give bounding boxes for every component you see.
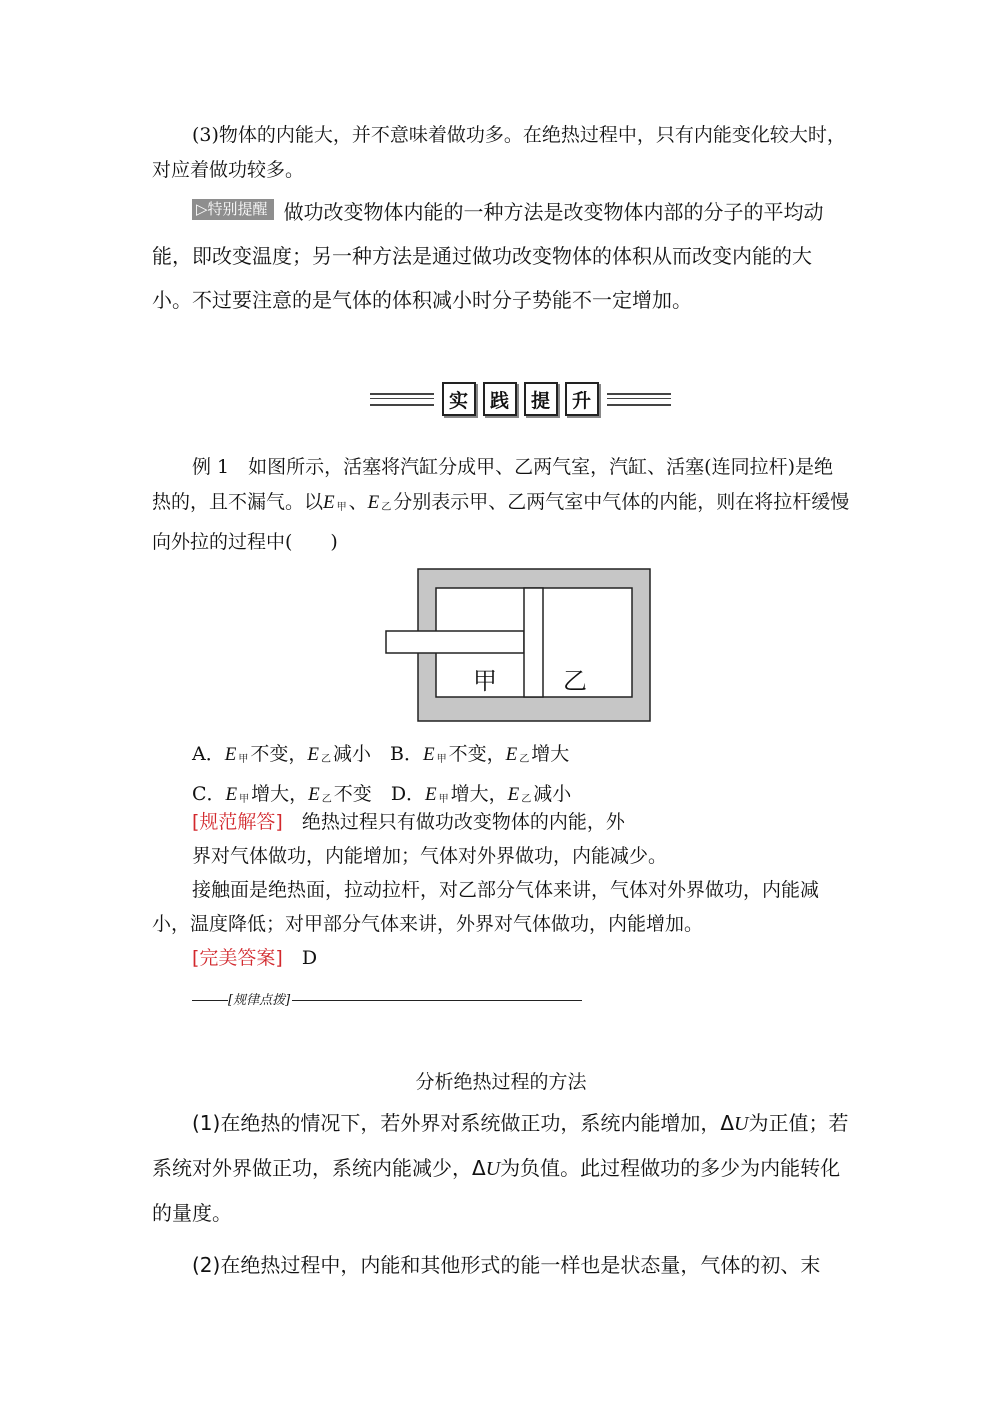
point-3-text: (3)物体的内能大，并不意味着做功多。在绝热过程中，只有内能变化较大时，对应着做功较多。 bbox=[152, 124, 846, 181]
solution bbox=[152, 805, 850, 975]
answer-label: [完美答案] bbox=[192, 947, 283, 969]
method-title: 分析绝热过程的方法 bbox=[415, 1071, 587, 1093]
option-a: A．E $_甲$ 不变，E $_乙$ 减小 bbox=[192, 743, 371, 765]
header-char: 实 bbox=[442, 382, 476, 416]
solution-label: [规范解答] bbox=[192, 811, 283, 833]
option-d: D．E $_甲$ 增大，E $_乙$ 减小 bbox=[390, 783, 572, 805]
chamber-yi-label: 乙 bbox=[563, 667, 587, 695]
solution-line-1: [规范解答] 绝热过程只有做功改变物体的内能，外 bbox=[192, 811, 625, 833]
rule-tip-line bbox=[192, 989, 596, 1008]
chamber-jia-label: 甲 bbox=[473, 667, 497, 695]
header-char: 提 bbox=[524, 382, 558, 416]
section-header-practice bbox=[365, 382, 675, 416]
option-b: B．E $_甲$ 不变，E $_乙$ 增大 bbox=[390, 743, 570, 765]
special-reminder bbox=[152, 190, 850, 322]
option-c: C．E $_甲$ 增大，E $_乙$ 不变 bbox=[192, 783, 372, 805]
answer-value: D bbox=[301, 947, 318, 969]
rule-tip-label: [规律点拨] bbox=[228, 993, 291, 1008]
play-arrow-icon: ▷ bbox=[196, 200, 208, 218]
header-left-rule bbox=[370, 393, 434, 406]
solution-line-3: 接触面是绝热面，拉动拉杆，对乙部分气体来讲，气体对外界做功，内能减小，温度降低；对甲部分气体来讲，外界对气体做功，内能增加。 bbox=[152, 879, 820, 935]
question-text: 如图所示，活塞将汽缸分成甲、乙两气室，汽缸、活塞(连同拉杆)是绝热的，且不漏气。以 bbox=[152, 456, 833, 513]
tip-badge bbox=[192, 199, 274, 220]
tip-label: 特别提醒 bbox=[207, 200, 268, 218]
piston bbox=[524, 588, 543, 697]
method-paragraph-1: (1)在绝热的情况下，若外界对系统做正功，系统内能增加，ΔU为正值；若系统对外界做正功，系统内能减少，ΔU为负值。此过程做功的多少为内能转化的量度。 bbox=[152, 1111, 849, 1225]
example-label: 例 1 bbox=[192, 456, 230, 478]
header-right-rule bbox=[607, 393, 671, 406]
header-char: 升 bbox=[565, 382, 599, 416]
paragraph-point-3 bbox=[152, 118, 850, 188]
method-paragraph-2: (2)在绝热过程中，内能和其他形式的能一样也是状态量，气体的初、末 bbox=[192, 1253, 821, 1277]
example-question: 例 1 如图所示，活塞将汽缸分成甲、乙两气室，汽缸、活塞(连同拉杆)是绝热的，且不漏气。以E $_甲$ 、E $_乙$ 分别表示甲、乙两气室中气体的内能，则在将拉杆缓慢向外拉的过程中( ) bbox=[152, 456, 850, 553]
cylinder-piston-figure bbox=[373, 559, 665, 731]
options-row-1 bbox=[192, 737, 852, 777]
header-char: 践 bbox=[483, 382, 517, 416]
tip-text: 做功改变物体内能的一种方法是改变物体内部的分子的平均动能，即改变温度；另一种方法是通过做功改变物体的体积从而改变内能的大小。不过要注意的是气体的体积减小时分子势能不一定增加。 bbox=[152, 200, 824, 312]
question-tail: 分别表示甲、乙两气室中气体的内能，则在将拉杆缓慢向外拉的过程中( ) bbox=[152, 491, 850, 553]
answer-line bbox=[152, 941, 850, 975]
pull-rod[interactable] bbox=[386, 631, 524, 653]
solution-line-2: 界对气体做功，内能增加；气体对外界做功，内能减少。 bbox=[192, 845, 668, 867]
